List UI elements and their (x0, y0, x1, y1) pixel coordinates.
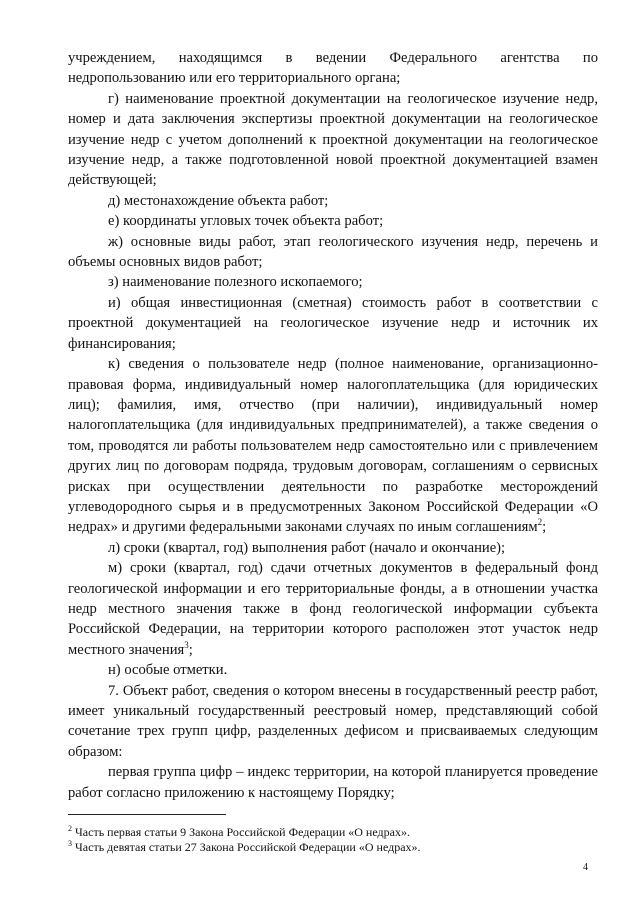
paragraph (68, 538, 598, 558)
paragraph-text: з) наименование полезного ископаемого; (108, 274, 363, 291)
page-number: 4 (583, 862, 588, 873)
paragraph-text: первая группа цифр – индекс территории, на которой планируется проведение работ согласно приложению к настоящему Порядку; (68, 764, 598, 801)
paragraph (68, 89, 598, 191)
footnote-2 (68, 825, 598, 840)
paragraph (68, 232, 598, 273)
paragraph (68, 354, 598, 538)
footnote-3 (68, 840, 598, 855)
paragraph (68, 272, 598, 292)
paragraph (68, 211, 598, 231)
footnote-reference: 3 (184, 639, 189, 650)
footnote-mark: 2 (68, 824, 72, 833)
paragraph-text: учреждением, находящимся в ведении Федерального агентства по недропользованию или его территориального органа; (68, 50, 598, 87)
footnotes (68, 814, 598, 855)
paragraph-text: н) особые отметки. (108, 662, 228, 679)
paragraph (68, 191, 598, 211)
footnote-text: Часть девятая статьи 27 Закона Российской Федерации «О недрах». (75, 840, 421, 854)
paragraph-text: и) общая инвестиционная (сметная) стоимость работ в соответствии с проектной документацией на геологическое изучение недр и источник их финансирования; (68, 294, 598, 352)
paragraph-tail: ; (188, 641, 193, 658)
footnote-mark: 3 (68, 839, 72, 848)
paragraph-text: л) сроки (квартал, год) выполнения работ (начало и окончание); (108, 539, 506, 556)
paragraph (68, 558, 598, 660)
footnote-separator (68, 814, 226, 815)
paragraph-tail: ; (542, 519, 547, 536)
paragraph (68, 762, 598, 803)
document-body (68, 48, 598, 803)
paragraph-text: 7. Объект работ, сведения о котором внесены в государственный реестр работ, имеет уникальный государственный реестровый номер, представляющий собой сочетание трех групп цифр, разделенных дефисом и присваиваемых следующим образом: (68, 682, 598, 760)
paragraph (68, 293, 598, 354)
paragraph-text: г) наименование проектной документации на геологическое изучение недр, номер и дата заключения экспертизы проектной документации на геологическое изучение недр с учетом дополнений к проектной документации на геологическое изучение недр, а также подготовленной новой проектной документацией взамен действующей; (68, 90, 598, 189)
paragraph (68, 48, 598, 89)
footnote-text: Часть первая статьи 9 Закона Российской Федерации «О недрах». (75, 825, 410, 839)
paragraph-text: е) координаты угловых точек объекта работ; (108, 213, 384, 230)
paragraph-text: к) сведения о пользователе недр (полное наименование, организационно-правовая форма, индивидуальный номер налогоплательщика (для юридических лиц); фамилия, имя, отчество (при наличии), индивидуальный номер налогоплательщика (для индивидуальных предпринимателей), а также сведения о том, проводятся ли работы пользователем недр самостоятельно или с привлечением других лиц по договорам подряда, трудовым договорам, соглашениям о сервисных рисках при осуществлении деятельности по разработке месторождений углеводородного сырья и в предусмотренных Законом Российской Федерации «О недрах» и другими федеральными законами случаях по иным соглашениям (68, 356, 598, 536)
paragraph-text: д) местонахождение объекта работ; (108, 192, 329, 209)
paragraph-text: ж) основные виды работ, этап геологического изучения недр, перечень и объемы основных видов работ; (68, 233, 598, 271)
footnote-reference: 2 (537, 517, 543, 528)
paragraph (68, 681, 598, 763)
paragraph-text: м) сроки (квартал, год) сдачи отчетных документов в федеральный фонд геологической информации и его территориальные фонды, а в отношении участка недр местного значения также в фонд геологической информации субъекта Российской Федерации, на территории которого расположен этот участок недр местного значения (68, 560, 598, 658)
paragraph (68, 660, 598, 680)
